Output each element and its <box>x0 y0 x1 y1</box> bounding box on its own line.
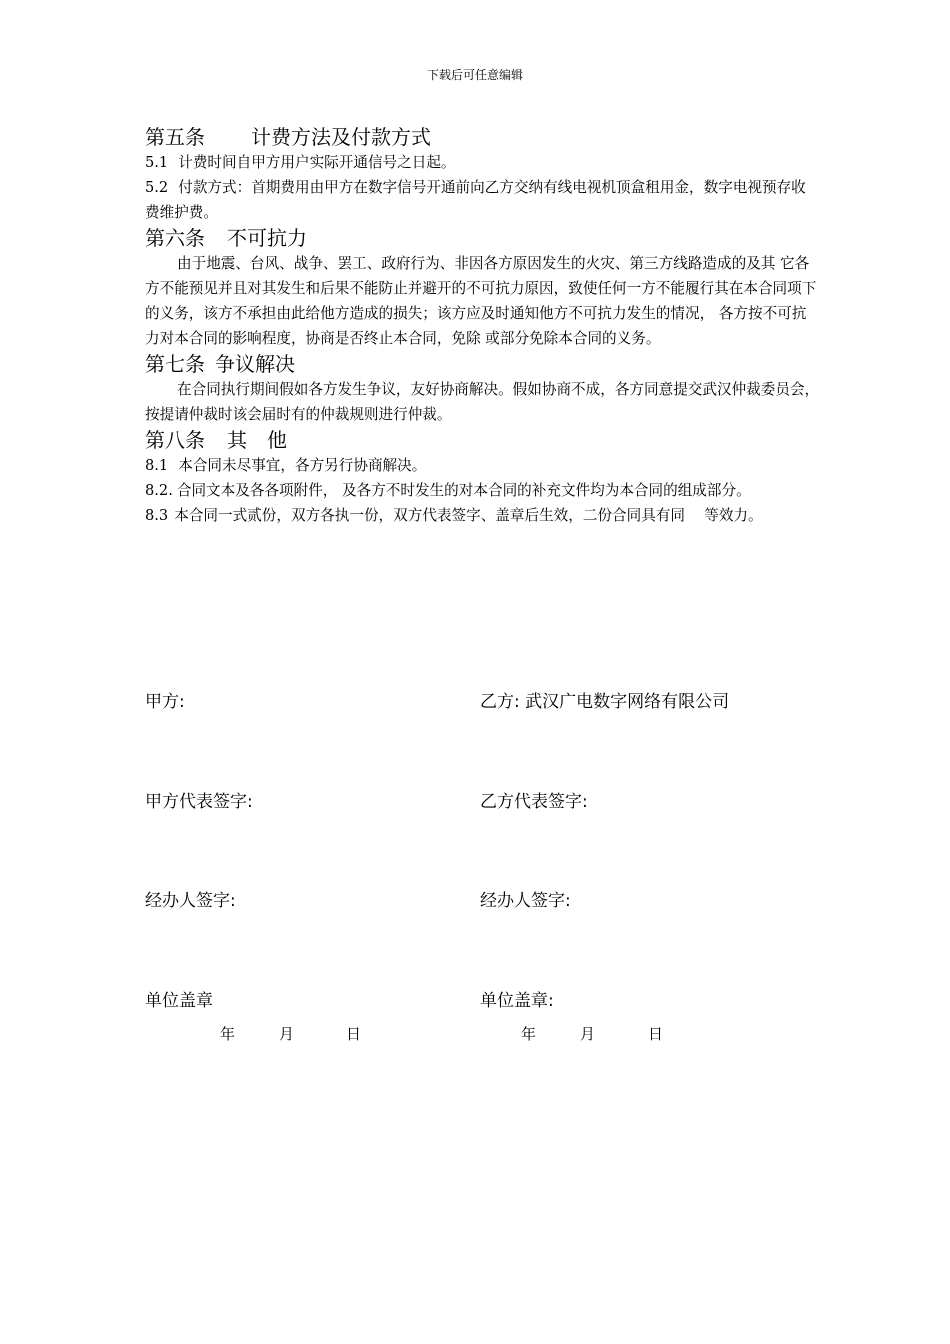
article6-heading-number: 第六条 <box>145 226 205 250</box>
clause-8-3-number: 8.3 <box>145 507 169 524</box>
article8-heading <box>145 427 820 453</box>
clause-8-1 <box>145 453 820 478</box>
clause-5-1-number: 5.1 <box>145 154 169 171</box>
party-b-date-year: 年 <box>521 1025 537 1043</box>
party-a-date-day: 日 <box>346 1025 362 1043</box>
party-b-handler-signature-label: 经办人签字: <box>480 891 571 911</box>
article7-heading-title: 争议解决 <box>215 352 295 376</box>
article6-heading <box>145 225 820 251</box>
article7-heading <box>145 351 820 377</box>
article8-heading-title: 其 他 <box>227 428 287 452</box>
article5-heading <box>145 124 820 150</box>
party-a-handler-signature-label: 经办人签字: <box>145 891 236 911</box>
clause-5-2-number: 5.2 <box>145 179 169 196</box>
clause-8-2-number: 8.2. <box>145 482 173 499</box>
header-note: 下载后可任意编辑 <box>426 68 523 82</box>
clause-8-1-text: 本合同未尽事宜，各方另行协商解决。 <box>178 457 427 474</box>
clause-5-1 <box>145 150 820 175</box>
article8-heading-number: 第八条 <box>145 428 205 452</box>
clause-8-2 <box>145 478 820 503</box>
article7-heading-number: 第七条 <box>145 352 205 376</box>
party-a-label: 甲方: <box>145 692 185 712</box>
party-b-date-day: 日 <box>648 1025 664 1043</box>
clause-5-2 <box>145 175 820 225</box>
article5-heading-title: 计费方法及付款方式 <box>251 125 431 149</box>
clause-5-1-text: 计费时间自甲方用户实际开通信号之日起。 <box>178 154 456 171</box>
contract-body <box>145 124 820 528</box>
party-b-line <box>480 687 729 712</box>
party-b-date-month: 月 <box>580 1025 596 1043</box>
party-b-seal-label: 单位盖章: <box>480 991 554 1011</box>
party-a-date-year: 年 <box>220 1025 236 1043</box>
clause-8-1-number: 8.1 <box>145 457 169 474</box>
clause-8-3 <box>145 503 820 528</box>
clause-8-2-text: 合同文本及各各项附件， 及各方不时发生的对本合同的补充文件均为本合同的组成部分。 <box>176 482 751 499</box>
article5-heading-number: 第五条 <box>145 125 205 149</box>
clause-5-2-text: 付款方式：首期费用由甲方在数字信号开通前向乙方交纳有线电视机顶盒租用金，数字电视预存收费维护费。 <box>145 179 806 221</box>
party-a-date-month: 月 <box>279 1025 295 1043</box>
party-a-rep-signature-label: 甲方代表签字: <box>145 792 253 812</box>
party-b-label: 乙方: <box>480 692 520 712</box>
article6-text: 由于地震、台风、战争、罢工、政府行为、非因各方原因发生的火灾、第三方线路造成的及其 它各方不能预见并且对其发生和后果不能防止并避开的不可抗力原因，致使任何一方不能履行其在本合同项下的义务，该方不承担由此给他方造成的损失；该方应及时通知他方不可抗力发生的情况， 各方按不可抗 力对本合同的影响程度，协商是否终止本合同，免除 或部分免除本合同的义务。 <box>145 255 817 347</box>
party-a-seal-label: 单位盖章 <box>145 991 213 1011</box>
article6-heading-title: 不可抗力 <box>227 226 307 250</box>
party-b-name: 武汉广电数字网络有限公司 <box>525 692 730 712</box>
party-b-rep-signature-label: 乙方代表签字: <box>480 792 588 812</box>
clause-8-3-text: 本合同一式贰份，双方各执一份，双方代表签字、盖章后生效，二份合同具有同 等效力。 <box>174 507 763 524</box>
article7-text: 在合同执行期间假如各方发生争议，友好协商解决。假如协商不成，各方同意提交武汉仲裁委员会，按提请仲裁时该会届时有的仲裁规则进行仲裁。 <box>145 381 820 423</box>
